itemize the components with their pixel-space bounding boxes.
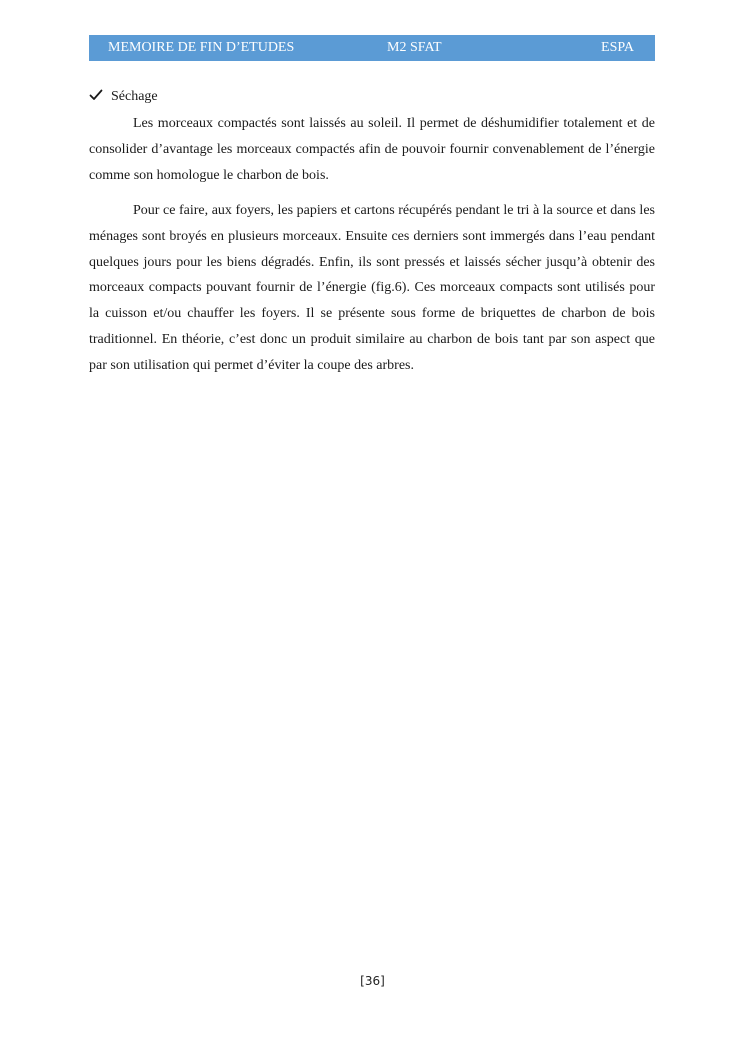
body-paragraph: Les morceaux compactés sont laissés au soleil. Il permet de déshumidifier totalement et de consolider d’avantage les morceaux compactés afin de pouvoir fournir convenablement de l’énergie comme son homologue le charbon de bois.	[89, 116, 655, 183]
section-heading	[89, 86, 158, 108]
header-title-right: ESPA	[601, 40, 634, 55]
checkmark-icon	[89, 88, 103, 102]
page-header	[89, 35, 655, 61]
header-title-center: M2 SFAT	[387, 40, 442, 55]
body-paragraph: Pour ce faire, aux foyers, les papiers et cartons récupérés pendant le tri à la source et dans les ménages sont broyés en plusieurs morceaux. Ensuite ces derniers sont immergés dans l’eau pendant quelques jours pour les biens dégradés. Enfin, ils sont pressés et laissés sécher jusqu’à obtenir des morceaux compacts pouvant fournir de l’énergie (fig.6). Ces morceaux compacts sont utilisés pour la cuisson et/ou chauffer les foyers. Il se présente sous forme de briquettes de charbon de bois traditionnel. En théorie, c’est donc un produit similaire au charbon de bois tant par son aspect que par son utilisation qui permet d’éviter la coupe des arbres.	[89, 203, 655, 373]
section-title: Séchage	[111, 89, 158, 104]
header-title-left: MEMOIRE DE FIN D’ETUDES	[108, 40, 295, 55]
page-number: [36]	[360, 974, 385, 988]
